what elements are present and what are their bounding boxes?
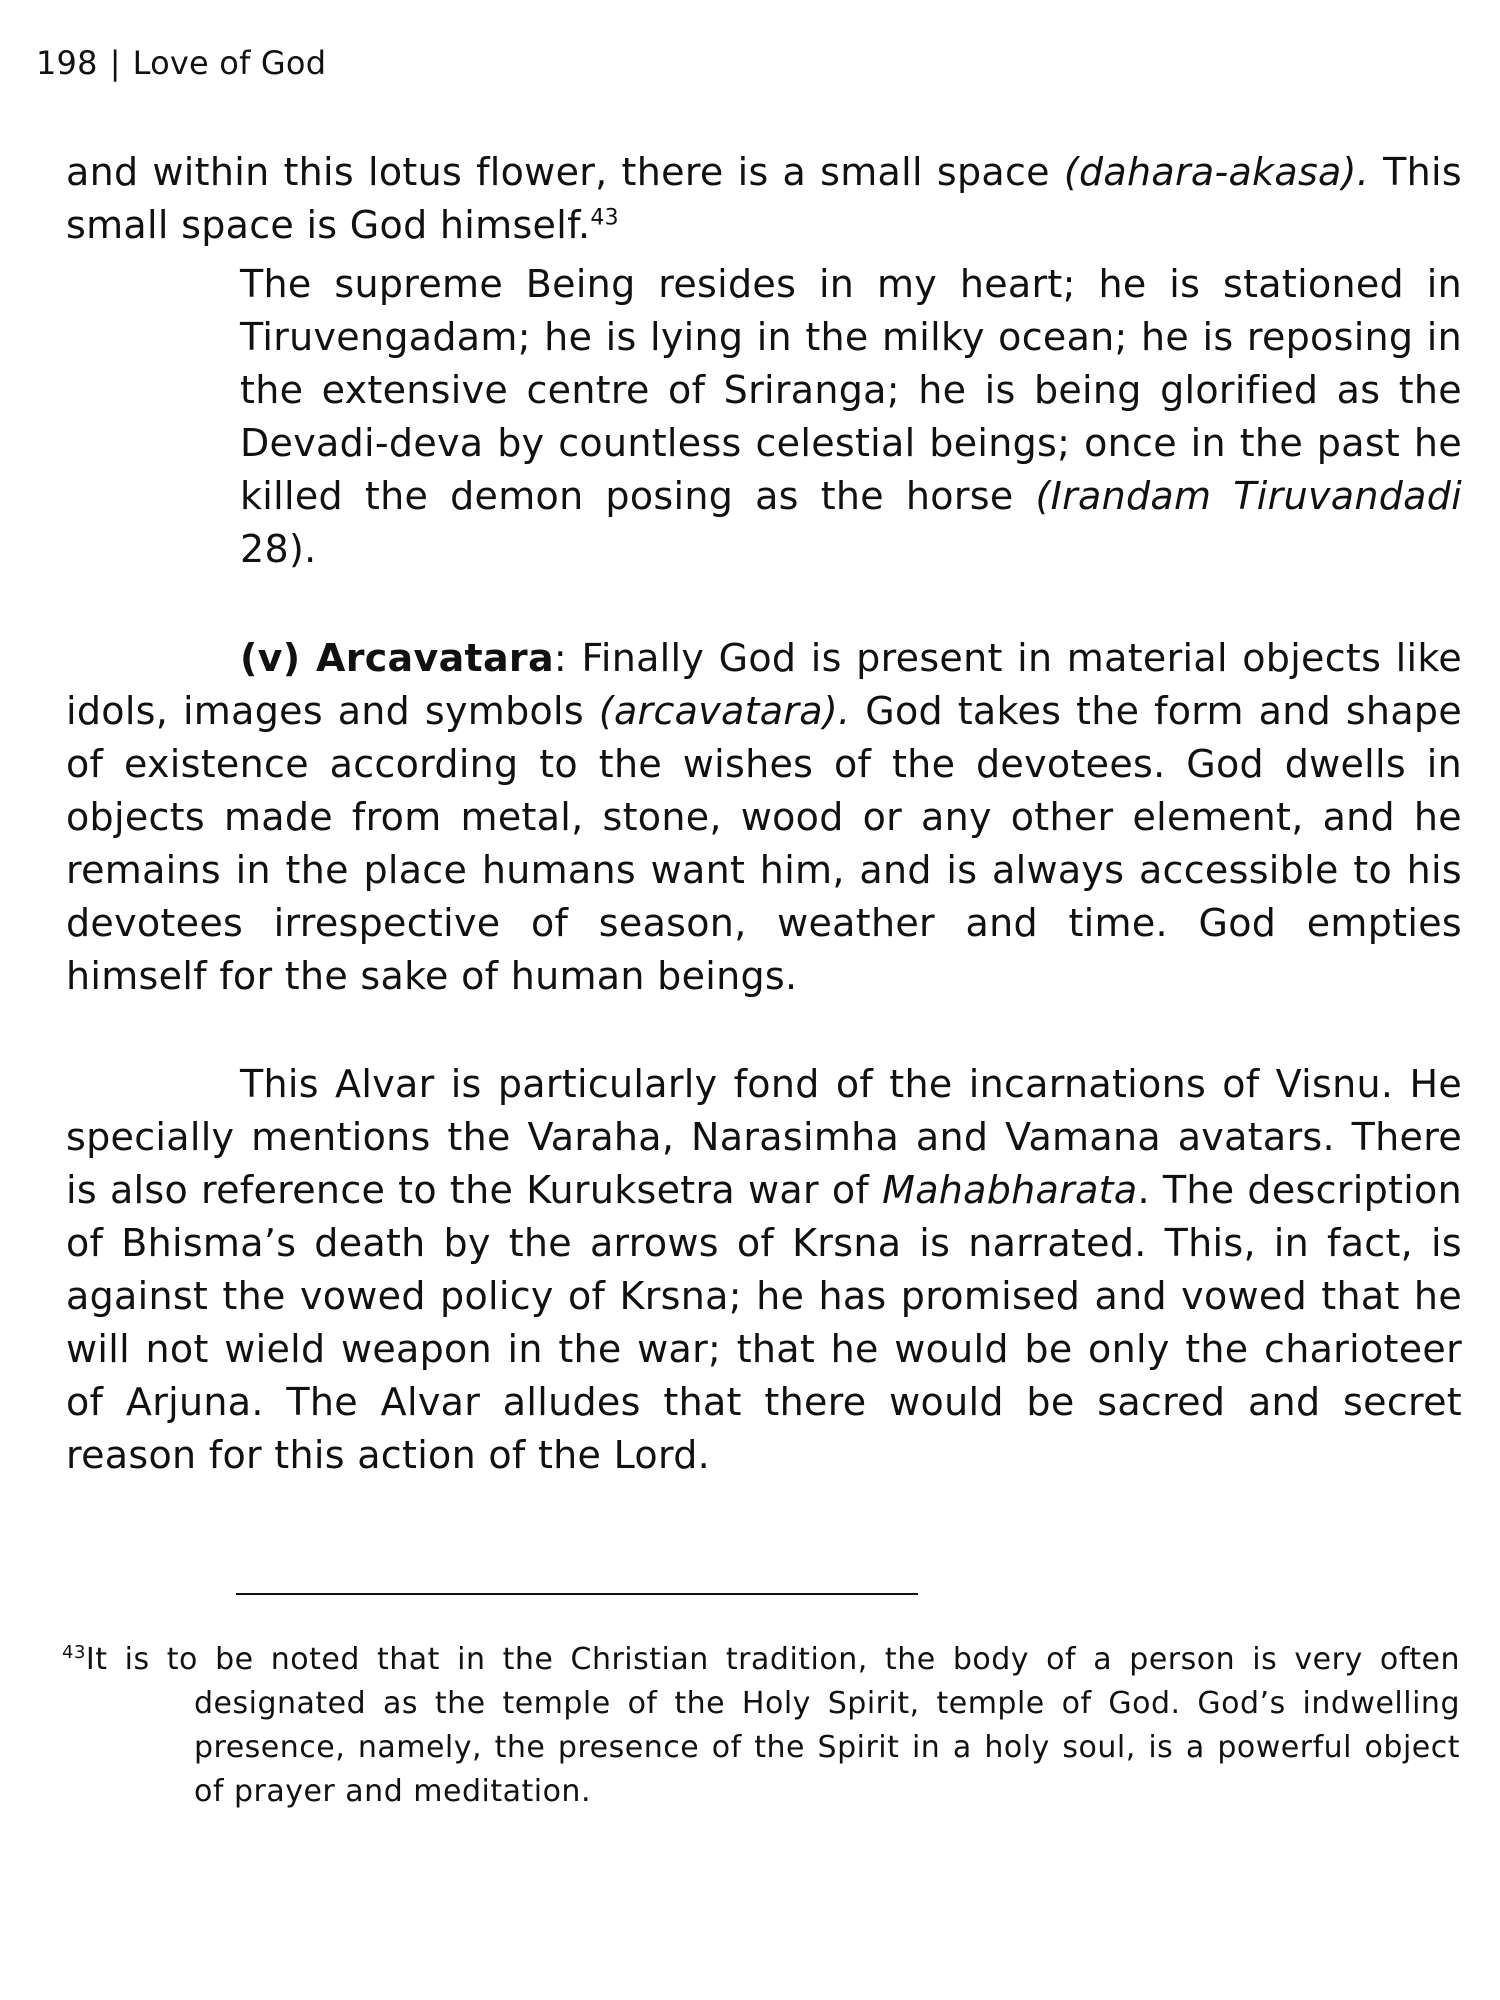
paragraph-text: This small space is God himself. <box>66 150 1462 247</box>
paragraph-lotus-space <box>66 146 1462 252</box>
paragraph-text: This Alvar is particularly fond of the incarnations of Visnu. He specially mentions the Varaha, Narasimha and Vamana avatars. There is also reference to the Kuruksetra war of <box>66 1062 1462 1212</box>
italic-title: Mahabharata <box>882 1168 1138 1212</box>
page-number: 198 <box>36 44 98 82</box>
footnote-reference: 43 <box>590 205 619 231</box>
footnote-text: It is to be noted that in the Christian tradition, the body of a person is very often designated as the temple of the Holy Spirit, temple of God. God’s indwelling presence, namely, the presence of the Spirit in a holy soul, is a powerful object of prayer and meditation. <box>85 1642 1460 1809</box>
footnote-number: 43 <box>62 1642 86 1663</box>
header-separator: | <box>109 44 121 82</box>
italic-term: (dahara-akasa). <box>1063 150 1370 194</box>
paragraph-text: . The description of Bhisma’s death by the arrows of Krsna is narrated. This, in fact, is against the vowed policy of Krsna; he has promised and vowed that he will not wield weapon in the war; that he would be only the charioteer of Arjuna. The Alvar alludes that there would be sacred and secret reason for this action of the Lord. <box>66 1168 1462 1477</box>
section-label: (v) Arcavatara <box>240 636 554 680</box>
paragraph-text: God takes the form and shape of existence according to the wishes of the devotees. God dwells in objects made from metal, stone, wood or any other element, and he remains in the place humans want him, and is always accessible to his devotees irrespective of season, weather and time. God empties himself for the sake of human beings. <box>66 689 1463 998</box>
quote-citation-title: (Irandam Tiruvandadi <box>1035 474 1462 518</box>
paragraph-arcavatara <box>66 632 1462 1003</box>
paragraph-text: and within this lotus flower, there is a small space <box>66 150 1064 194</box>
quote-text: The supreme Being resides in my heart; he is stationed in Tiruvengadam; he is lying in the milky ocean; he is reposing in the extensive centre of Sriranga; he is being glorified as the Devadi-deva by countless celestial beings; once in the past he killed the demon posing as the horse <box>240 262 1462 518</box>
quote-citation-verse: 28). <box>240 527 317 571</box>
italic-term: (arcavatara). <box>598 689 851 733</box>
block-quote <box>240 258 1462 576</box>
footnote <box>62 1638 1460 1814</box>
paragraph-text: : Finally God is present in material objects like idols, images and symbols <box>66 636 1463 733</box>
running-header <box>36 44 326 82</box>
paragraph-alvar-incarnations <box>66 1058 1462 1482</box>
running-title: Love of God <box>132 44 327 82</box>
footnote-divider <box>236 1593 918 1595</box>
